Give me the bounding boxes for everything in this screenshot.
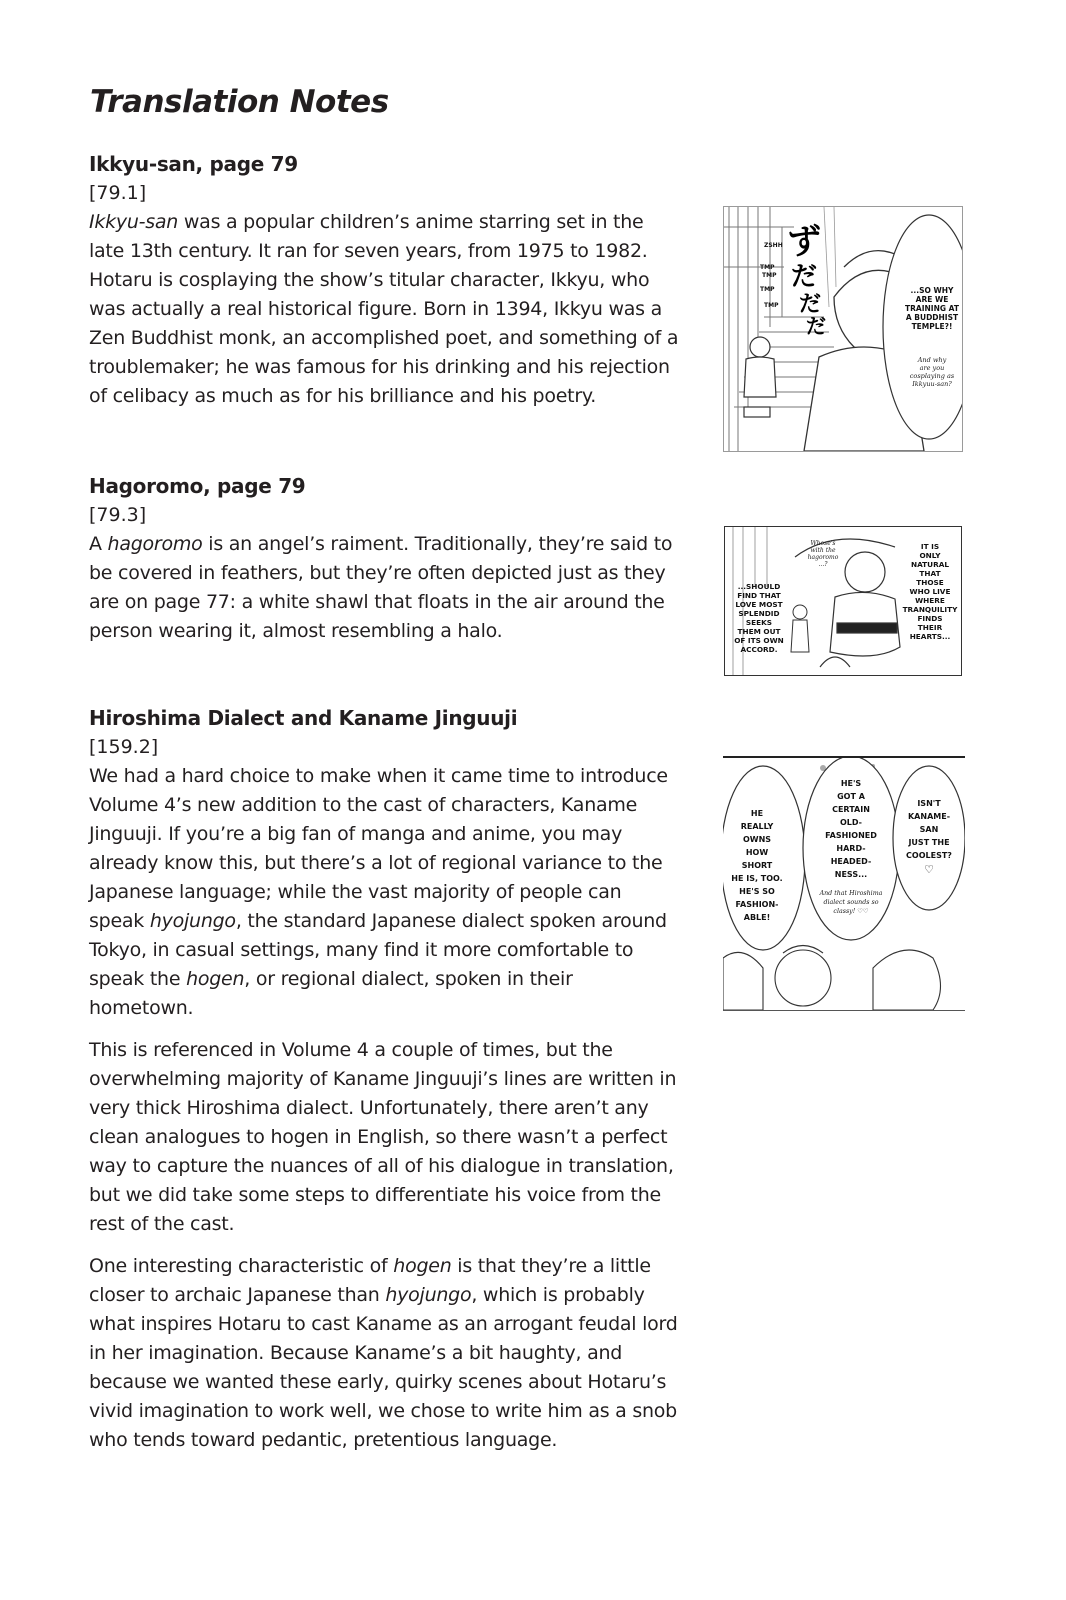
note-reference: [159.2]: [89, 736, 159, 758]
svg-text:FIND THAT: FIND THAT: [737, 591, 781, 600]
svg-text:HE'S: HE'S: [840, 779, 862, 788]
svg-text:TRANQUILITY: TRANQUILITY: [902, 605, 958, 614]
note-reference: [79.3]: [89, 504, 147, 526]
speech-bubble: [723, 766, 805, 950]
svg-text:HE IS, TOO.: HE IS, TOO.: [731, 874, 783, 883]
text-run: One interesting characteristic of: [89, 1255, 394, 1277]
svg-text:Ikkyuu-san?: Ikkyuu-san?: [912, 380, 952, 388]
note-paragraph: [89, 530, 679, 646]
note-heading: Ikkyu-san, page 79: [89, 152, 298, 176]
text-run: was a popular children’s anime starring set in the late 13th century. It ran for seven years, from 1975 to 1982. Hotaru is cosplaying the show’s titular character, Ikkyu, who was actually a real historical figure. Born in 1394, Ikkyu was a Zen Buddhist monk, an accomplished poet, and something of a troublemaker; he was famous for his drinking and his rejection of celibacy as much as for his brilliance and his poetry.: [89, 211, 679, 407]
svg-text:KANAME-: KANAME-: [907, 812, 951, 821]
text-run: , the standard Japanese dialect spoken around Tokyo, in casual settings, many find it more comfortable to speak the: [89, 910, 667, 990]
svg-text:with the: with the: [810, 547, 836, 554]
note-paragraph: [89, 1252, 679, 1455]
svg-text:THEM OUT: THEM OUT: [737, 627, 781, 636]
svg-text:HARD-: HARD-: [836, 844, 866, 853]
sfx-label: TMP: [764, 302, 779, 309]
svg-text:COOLEST?: COOLEST?: [906, 851, 952, 860]
svg-text:ONLY: ONLY: [919, 551, 941, 560]
note-paragraph: [89, 208, 679, 411]
text-run: , which is probably what inspires Hotaru to cast Kaname as an arrogant feudal lord in her imagination. Because Kaname’s a bit haughty, and because we wanted these early, quirky scenes about Hotaru’s vivid imagination to work well, we chose to write him as a snob who tends toward pedantic, pretentious language.: [89, 1284, 678, 1451]
svg-text:FASHION-: FASHION-: [735, 900, 779, 909]
svg-text:TEMPLE?!: TEMPLE?!: [911, 322, 953, 331]
svg-text:SAN: SAN: [919, 825, 939, 834]
sfx-label: TMP: [762, 272, 777, 279]
italic-term: Ikkyu-san: [89, 211, 179, 233]
svg-text:FINDS: FINDS: [917, 614, 943, 623]
sfx-small-text: [760, 242, 783, 309]
girls-faces: [723, 946, 941, 1011]
svg-text:GOT A: GOT A: [837, 792, 865, 801]
sfx-label: TMP: [760, 286, 775, 293]
svg-text:And why: And why: [917, 356, 947, 364]
svg-text:WHO LIVE: WHO LIVE: [909, 587, 951, 596]
svg-text:♡: ♡: [924, 863, 934, 876]
manga-panel-ikkyu: [723, 206, 963, 452]
svg-text:NESS...: NESS...: [834, 870, 868, 879]
speed-lines: [824, 207, 836, 307]
svg-text:are you: are you: [919, 364, 945, 372]
sfx-big-text: [787, 222, 826, 338]
caption-right: [903, 542, 959, 641]
svg-text:THAT: THAT: [919, 569, 941, 578]
sfx-glyph: だ: [806, 314, 826, 338]
svg-text:ABLE!: ABLE!: [743, 913, 771, 922]
svg-text:ACCORD.: ACCORD.: [740, 645, 778, 654]
italic-term: hogen: [393, 1255, 452, 1277]
manga-panel-hagoromo: [724, 526, 962, 676]
svg-text:OWNS: OWNS: [742, 835, 772, 844]
sfx-label: TMP: [760, 264, 775, 271]
svg-text:LOVE MOST: LOVE MOST: [735, 600, 783, 609]
italic-term: hagoromo: [107, 533, 203, 555]
note-hagoromo: [89, 472, 679, 659]
svg-text:NATURAL: NATURAL: [910, 560, 950, 569]
svg-text:HE: HE: [750, 809, 764, 818]
svg-text:THOSE: THOSE: [916, 578, 944, 587]
text-run: A: [89, 533, 108, 555]
svg-text:...SHOULD: ...SHOULD: [737, 582, 781, 591]
italic-term: hogen: [186, 968, 245, 990]
svg-text:THEIR: THEIR: [917, 623, 943, 632]
svg-text:A BUDDHIST: A BUDDHIST: [905, 313, 959, 322]
svg-text:cosplaying as: cosplaying as: [909, 372, 955, 380]
svg-text:HEARTS...: HEARTS...: [909, 632, 951, 641]
svg-text:classy! ♡♡: classy! ♡♡: [833, 908, 869, 915]
note-paragraph: [89, 1036, 679, 1239]
note-reference: [79.1]: [89, 182, 147, 204]
svg-text:HOW: HOW: [745, 848, 769, 857]
svg-text:hagoromo: hagoromo: [807, 554, 839, 561]
monk-child-figure: [744, 337, 776, 417]
svg-text:SPLENDID: SPLENDID: [738, 609, 780, 618]
sfx-glyph: だ: [790, 262, 818, 292]
small-child-figure: [791, 605, 809, 652]
svg-text:HEADED-: HEADED-: [830, 857, 872, 866]
note-hiroshima-dialect: [89, 704, 679, 1468]
caption-left: [734, 582, 784, 654]
svg-text:...?: ...?: [818, 561, 828, 568]
note-paragraph: [89, 762, 679, 1023]
svg-text:...SO WHY: ...SO WHY: [910, 286, 954, 295]
text-run: is that they’re a little closer to archaic Japanese than: [89, 1255, 651, 1306]
sfx-label: ZSHH: [764, 242, 783, 249]
note-heading: Hiroshima Dialect and Kaname Jinguuji: [89, 706, 518, 730]
svg-text:FASHIONED: FASHIONED: [825, 831, 877, 840]
handwritten-aside: [808, 540, 839, 568]
svg-text:ARE WE: ARE WE: [915, 295, 949, 304]
svg-text:Whose's: Whose's: [810, 540, 836, 547]
svg-text:dialect sounds so: dialect sounds so: [823, 899, 879, 906]
sfx-glyph: ず: [787, 222, 821, 262]
note-heading: Hagoromo, page 79: [89, 474, 306, 498]
sfx-glyph: だ: [798, 292, 822, 317]
svg-text:SHORT: SHORT: [741, 861, 773, 870]
svg-text:WHERE: WHERE: [915, 596, 945, 605]
svg-text:HE'S SO: HE'S SO: [739, 887, 775, 896]
text-run: This is referenced in Volume 4 a couple of times, but the overwhelming majority of Kaname Jinguuji’s lines are written in very thick Hiroshima dialect. Unfortunately, there aren’t any clean analogues to hogen in English, so there wasn’t a perfect way to capture the nuances of all of his dialogue in translation, but we did take some steps to differentiate his voice from the rest of the cast.: [89, 1039, 677, 1235]
svg-text:OF ITS OWN: OF ITS OWN: [734, 636, 784, 645]
text-run: , or regional dialect, spoken in their hometown.: [89, 968, 573, 1019]
note-ikkyu-san: [89, 150, 679, 424]
italic-term: hyojungo: [385, 1284, 472, 1306]
svg-text:IT IS: IT IS: [920, 542, 940, 551]
svg-text:TRAINING AT: TRAINING AT: [905, 304, 959, 313]
svg-text:REALLY: REALLY: [740, 822, 774, 831]
page-title: Translation Notes: [90, 84, 389, 120]
svg-text:SEEKS: SEEKS: [745, 618, 773, 627]
manga-panel-kaname-fans: [723, 756, 965, 1011]
bubble-text: [905, 286, 960, 331]
svg-text:JUST THE: JUST THE: [908, 838, 950, 847]
svg-text:OLD-: OLD-: [839, 818, 863, 827]
svg-text:CERTAIN: CERTAIN: [832, 805, 870, 814]
svg-text:ISN'T: ISN'T: [917, 799, 941, 808]
svg-text:And that Hiroshima: And that Hiroshima: [819, 890, 883, 897]
text-run: We had a hard choice to make when it came time to introduce Volume 4’s new addition to the cast of characters, Kaname Jinguuji. If you’re a big fan of manga and anime, you may already know this, but there’s a lot of regional variance to the Japanese language; while the vast majority of people can speak: [89, 765, 668, 932]
italic-term: hyojungo: [149, 910, 236, 932]
text-run: is an angel’s raiment. Traditionally, they’re said to be covered in feathers, but they’re often depicted just as they are on page 77: a white shawl that floats in the air around the person wearing it, almost resembling a halo.: [89, 533, 673, 642]
